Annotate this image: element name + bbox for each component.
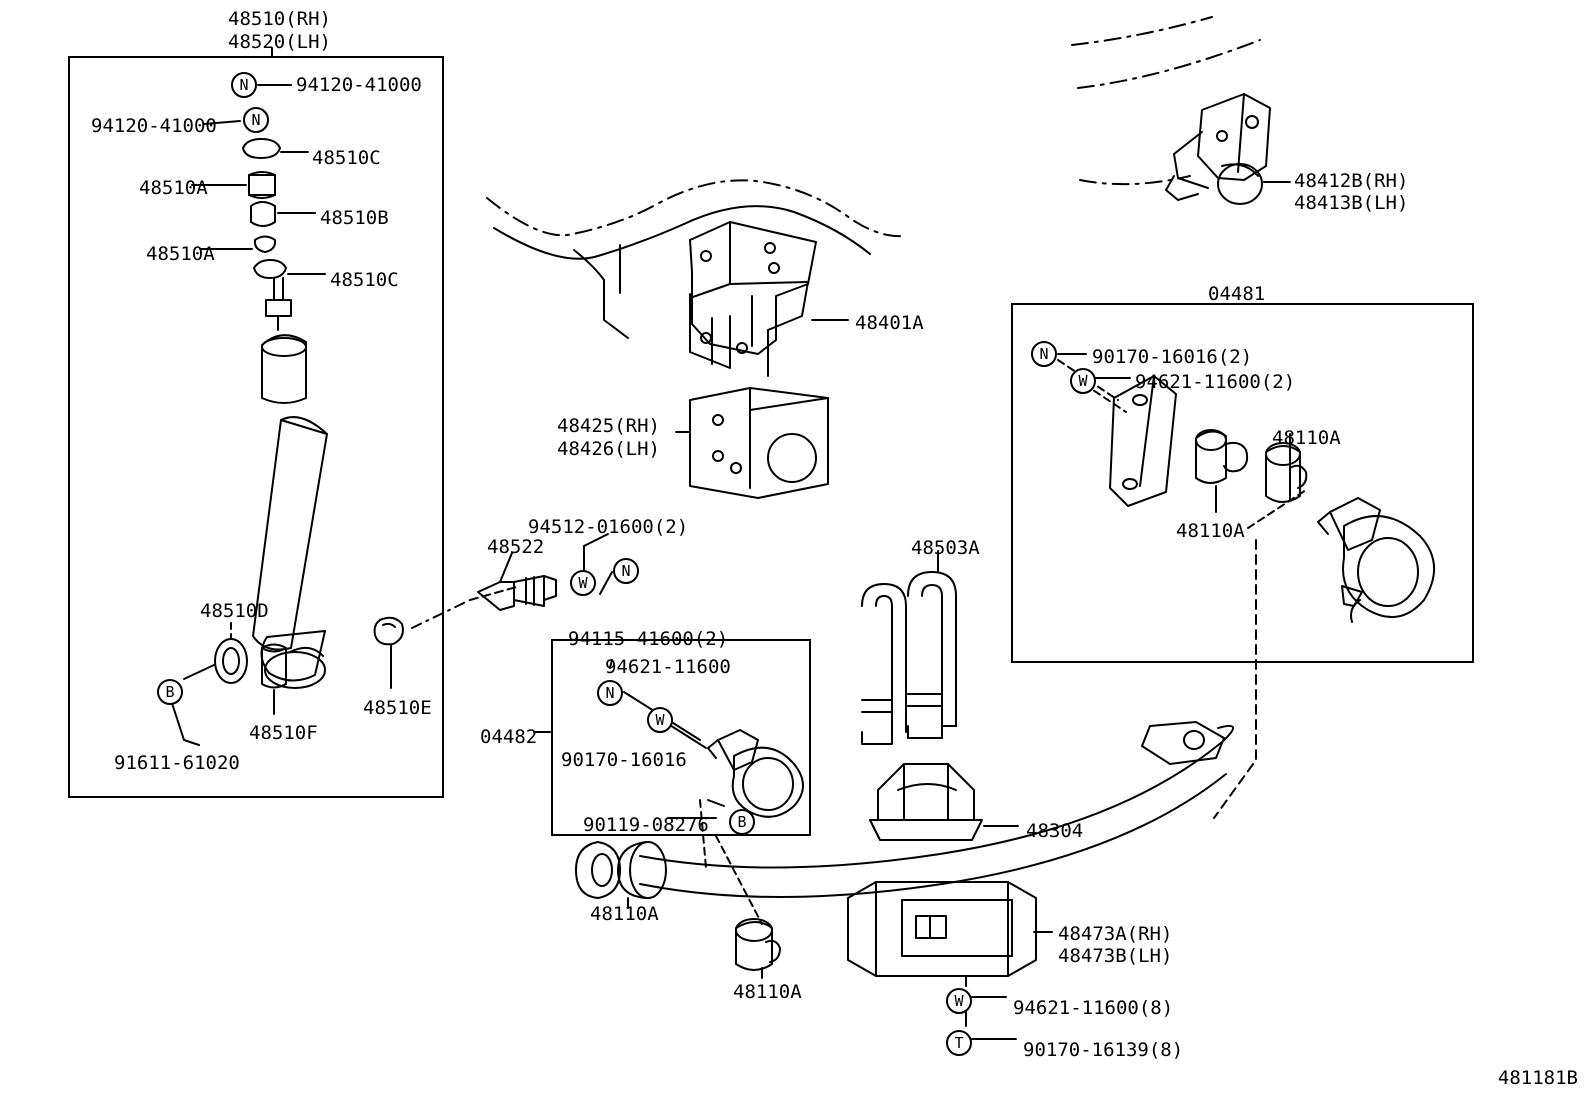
part-label-94512-01600-2[interactable]: 94512-01600(2)	[528, 516, 689, 538]
part-label-91611-61020[interactable]: 91611-61020	[114, 752, 240, 774]
part-label-48510c-lower[interactable]: 48510C	[330, 269, 399, 291]
part-label-90119-08276[interactable]: 90119-08276	[583, 814, 709, 836]
part-label-48425-rh[interactable]: 48425(RH)	[557, 415, 660, 437]
part-label-48412b-rh[interactable]: 48412B(RH)	[1294, 170, 1409, 192]
part-label-48510e[interactable]: 48510E	[363, 697, 432, 719]
callout-circle-n[interactable]: N	[613, 558, 639, 584]
callout-circle-t[interactable]: T	[946, 1030, 972, 1056]
part-label-48510a-upper[interactable]: 48510A	[139, 177, 208, 199]
callout-circle-w[interactable]: W	[647, 707, 673, 733]
part-label-94621-11600[interactable]: 94621-11600	[605, 656, 731, 678]
callout-circle-n[interactable]: N	[597, 680, 623, 706]
callout-circle-w[interactable]: W	[570, 570, 596, 596]
part-label-48110a-bottom[interactable]: 48110A	[733, 981, 802, 1003]
callout-circle-b[interactable]: B	[157, 679, 183, 705]
part-label-94621-11600-8[interactable]: 94621-11600(8)	[1013, 997, 1174, 1019]
callout-circle-n[interactable]: N	[1031, 341, 1057, 367]
part-label-48110a-right-upper[interactable]: 48110A	[1272, 427, 1341, 449]
part-label-48110a-right-lower[interactable]: 48110A	[1176, 520, 1245, 542]
group-label-04481[interactable]: 04481	[1208, 283, 1266, 305]
part-label-48110a-mid-left[interactable]: 48110A	[590, 903, 659, 925]
group-label-04482[interactable]: 04482	[480, 726, 538, 748]
callout-circle-n[interactable]: N	[231, 72, 257, 98]
part-label-48473b-lh[interactable]: 48473B(LH)	[1058, 945, 1173, 967]
part-label-94120-41000-top[interactable]: 94120-41000	[296, 74, 422, 96]
frame-shock-absorber-group	[68, 56, 444, 798]
part-label-48510c-upper[interactable]: 48510C	[312, 147, 381, 169]
part-label-48426-lh[interactable]: 48426(LH)	[557, 438, 660, 460]
part-label-48522[interactable]: 48522	[487, 536, 545, 558]
callout-circle-w[interactable]: W	[946, 988, 972, 1014]
part-label-48473a-rh[interactable]: 48473A(RH)	[1058, 923, 1173, 945]
part-label-48510a-lower[interactable]: 48510A	[146, 243, 215, 265]
part-label-48401a[interactable]: 48401A	[855, 312, 924, 334]
callout-circle-b[interactable]: B	[729, 809, 755, 835]
part-label-48520-lh[interactable]: 48520(LH)	[228, 31, 331, 53]
part-label-90170-16139-8[interactable]: 90170-16139(8)	[1023, 1039, 1184, 1061]
part-label-48510f[interactable]: 48510F	[249, 722, 318, 744]
callout-circle-n[interactable]: N	[243, 107, 269, 133]
callout-circle-w[interactable]: W	[1070, 368, 1096, 394]
part-label-48503a[interactable]: 48503A	[911, 537, 980, 559]
part-label-94115-41600-2[interactable]: 94115-41600(2)	[568, 628, 729, 650]
part-label-94120-41000-left[interactable]: 94120-41000	[91, 115, 217, 137]
part-label-48413b-lh[interactable]: 48413B(LH)	[1294, 192, 1409, 214]
part-label-48510b[interactable]: 48510B	[320, 207, 389, 229]
part-label-48510-rh[interactable]: 48510(RH)	[228, 8, 331, 30]
sheet-code-label: 481181B	[1497, 1067, 1578, 1089]
part-label-94621-11600-2[interactable]: 94621-11600(2)	[1135, 371, 1296, 393]
part-label-90170-16016-2[interactable]: 90170-16016(2)	[1092, 346, 1253, 368]
part-label-48510d[interactable]: 48510D	[200, 600, 269, 622]
part-label-48304[interactable]: 48304	[1026, 820, 1084, 842]
part-label-90170-16016[interactable]: 90170-16016	[561, 749, 687, 771]
